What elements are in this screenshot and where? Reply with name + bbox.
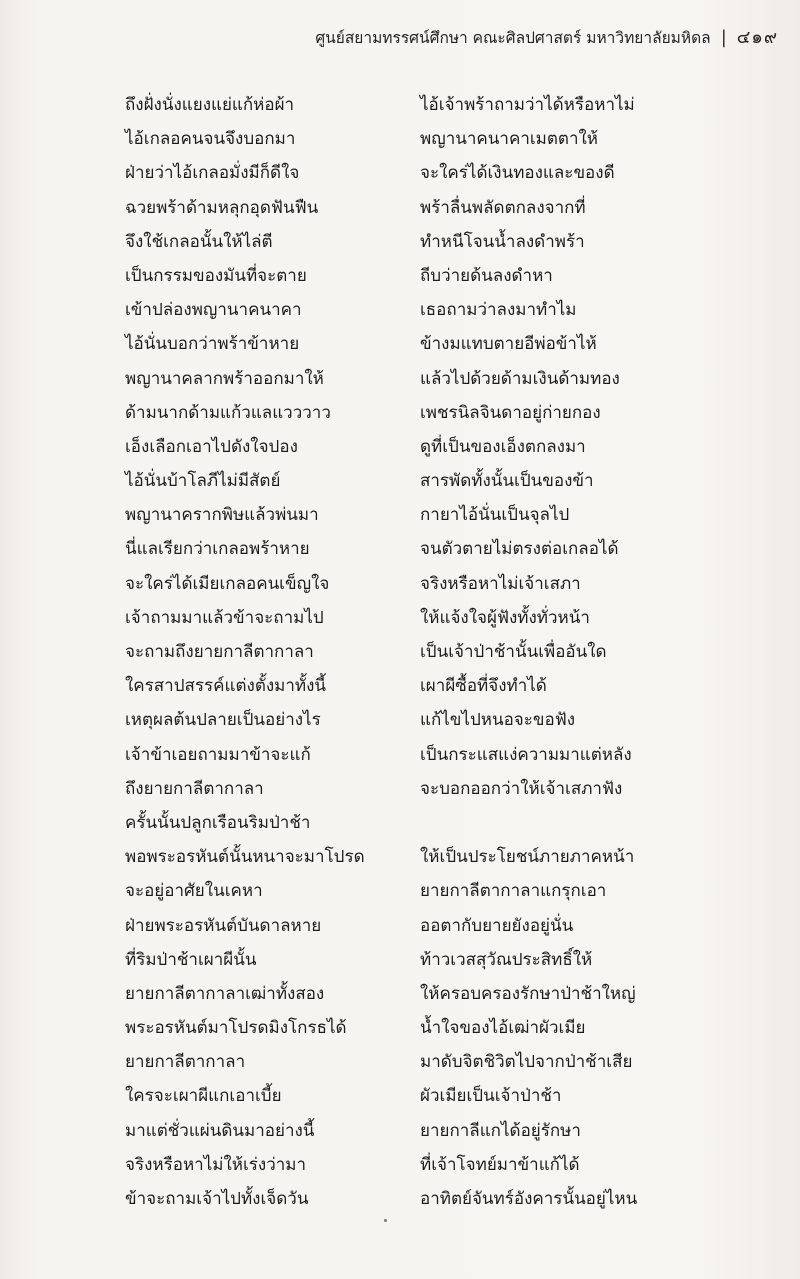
verse-left: เหตุผลต้นปลายเป็นอย่างไร [125,710,321,731]
verse-right: เผาผีซื้อที่จึงทำได้ [420,676,547,697]
verse-right: ไอ้เจ้าพร้าถามว่าได้หรือหาไม่ [420,95,635,115]
verse-row [0,772,800,806]
verse-row [0,532,800,566]
verse-row [0,703,800,737]
verse-row [0,1148,800,1182]
verse-left: นี่แลเรียกว่าเกลอพร้าหาย [125,539,310,560]
verse-left: มาแต่ชั่วแผ่นดินมาอย่างนี้ [125,1120,315,1141]
verse-left: ไอ้นั่นบ้าโลภีไม่มีสัตย์ [125,471,281,492]
verse-row [0,396,800,430]
verse-right: เป็นเจ้าป่าช้านั้นเพื่ออันใด [420,642,607,662]
verse-row [0,156,800,190]
verse-right: จะใคร่ได้เงินทองและของดี [420,163,615,184]
verse-row [0,1114,800,1148]
verse-row [0,738,800,772]
verse-left: ฝ่ายว่าไอ้เกลอมั่งมีก็ดีใจ [125,163,300,184]
verse-row [0,88,800,122]
verse-right: สารพัดทั้งนั้นเป็นของข้า [420,471,594,492]
verse-row [0,1045,800,1079]
verse-left: เป็นกรรมของมันที่จะตาย [125,265,307,286]
running-header [315,22,778,51]
verse-row [0,191,800,225]
verse-row [0,1011,800,1045]
verse-left: จึงใช้เกลอนั้นให้ไล่ตี [125,231,273,252]
verse-right: อาทิตย์จันทร์อังคารนั้นอยู่ไหน [420,1189,638,1209]
verse-left: ถึงฝั่งนั่งแยงแย่แก้ห่อผ้า [125,95,295,115]
verse-left: พญานาครากพิษแล้วพ่นมา [125,505,319,526]
verse-left: จะใคร่ได้เมียเกลอคนเข็ญใจ [125,573,330,594]
verse-left: พระอรหันต์มาโปรดมิงโกรธได้ [125,1018,347,1039]
verse-right: ข้างมแทบตายอีพ่อข้าไห้ [420,334,597,355]
verse-left: ยายกาลีตากาลา [125,1052,246,1073]
poem-body [0,88,800,1216]
verse-row [0,259,800,293]
verse-right: จนตัวตายไม่ตรงต่อเกลอได้ [420,539,619,560]
verse-row [0,840,800,874]
verse-right: น้ำใจของไอ้เฒ่าผัวเมีย [420,1018,586,1039]
verse-left: เจ้าถามมาแล้วข้าจะถามไป [125,607,324,628]
verse-right: พญานาคนาคาเมตตาให้ [420,129,599,150]
verse-right: ดูที่เป็นของเอ็งตกลงมา [420,436,586,457]
verse-row [0,977,800,1011]
verse-row [0,122,800,156]
verse-left: พญานาคลากพร้าออกมาให้ [125,368,324,389]
verse-row [0,601,800,635]
verse-right: เพชรนิลจินดาอยู่ก่ายกอง [420,402,601,423]
verse-row [0,430,800,464]
verse-row [0,498,800,532]
verse-row [0,293,800,327]
verse-right: ให้แจ้งใจผู้ฟังทั้งทั่วหน้า [420,607,590,628]
verse-row [0,943,800,977]
verse-right: ถีบว่ายด้นลงดำหา [420,265,553,286]
verse-row [0,635,800,669]
verse-row [0,567,800,601]
verse-left: ฝ่ายพระอรหันต์บันดาลหาย [125,915,322,936]
verse-right: แล้วไปด้วยด้ามเงินด้ามทอง [420,368,620,389]
verse-left: เจ้าข้าเอยถามมาข้าจะแก้ [125,744,311,765]
page-number: ๔๑๙ [736,27,778,48]
verse-left: จะอยู่อาศัยในเคหา [125,881,263,902]
verse-left: ถึงยายกาลีตากาลา [125,778,264,799]
verse-row [0,464,800,498]
verse-row [0,874,800,908]
verse-right: ผัวเมียเป็นเจ้าป่าช้า [420,1086,562,1107]
verse-right: มาดับจิตชิวิตไปจากป่าช้าเสีย [420,1052,633,1073]
verse-row [0,362,800,396]
verse-right: พร้าลื่นพลัดตกลงจากที่ [420,197,586,218]
verse-left: ยายกาลีตากาลาเฒ่าทั้งสอง [125,983,325,1004]
verse-left: เอ็งเลือกเอาไปดังใจปอง [125,436,298,457]
verse-left: พอพระอรหันต์นั้นหนาจะมาโปรด [125,847,365,868]
verse-left: ที่ริมป่าช้าเผาผีนั้น [125,949,257,970]
verse-left: ไอ้เกลอคนจนจึงบอกมา [125,129,296,150]
verse-row [0,327,800,361]
verse-right: จะบอกออกว่าให้เจ้าเสภาฟัง [420,778,623,799]
verse-left: ไอ้นั่นบอกว่าพร้าข้าหาย [125,334,300,355]
verse-right: ให้ครอบครองรักษาป่าช้าใหญ่ [420,983,636,1004]
verse-right: ให้เป็นประโยชน์ภายภาคหน้า [420,847,635,868]
verse-left: ใครสาปสรรค์แต่งตั้งมาทั้งนี้ [125,676,327,697]
verse-row [0,1182,800,1216]
verse-right: จริงหรือหาไม่เจ้าเสภา [420,573,581,594]
header-title: ศูนย์สยามทรรศน์ศึกษา คณะศิลปศาสตร์ มหาวิทยาลัยมหิดล [315,29,711,47]
verse-left: จะถามถึงยายกาลีตากาลา [125,642,314,662]
verse-right: ยายกาลีตากาลาแกรุกเอา [420,881,607,902]
verse-right: ออตากับยายยังอยู่นั่น [420,915,574,936]
verse-left: ด้ามนากด้ามแก้วแลแวววาว [125,402,331,423]
verse-left: เข้าปล่องพญานาคนาคา [125,300,302,321]
verse-row [0,225,800,259]
verse-right: ท้าวเวสสุวัณประสิทธิ์ให้ [420,949,593,970]
verse-right: เธอถามว่าลงมาทำไม [420,300,577,321]
verse-right: ที่เจ้าโจทย์มาข้าแก้ได้ [420,1154,580,1175]
verse-left: ฉวยพร้าด้ามหลุกอุดฟันฟืน [125,197,319,218]
verse-left: ข้าจะถามเจ้าไปทั้งเจ็ดวัน [125,1189,309,1209]
page-speck [384,1219,387,1222]
verse-right: กายาไอ้นั่นเป็นจุลไป [420,505,570,526]
verse-right: เป็นกระแสแง่ความมาแต่หลัง [420,744,632,765]
verse-right: ยายกาลีแกได้อยู่รักษา [420,1120,581,1141]
verse-left: จริงหรือหาไม่ให้เร่งว่ามา [125,1154,307,1175]
verse-row [0,806,800,840]
verse-row [0,1079,800,1113]
verse-right: แก้ไขไปหนอจะขอฟัง [420,710,576,731]
verse-right: ทำหนีโจนน้ำลงดำพร้า [420,231,585,252]
verse-row [0,909,800,943]
verse-left: ใครจะเผาผีแกเอาเบี้ย [125,1086,282,1107]
verse-left: ครั้นนั้นปลูกเรือนริมป่าช้า [125,812,311,833]
header-separator: | [720,27,727,48]
verse-row [0,669,800,703]
